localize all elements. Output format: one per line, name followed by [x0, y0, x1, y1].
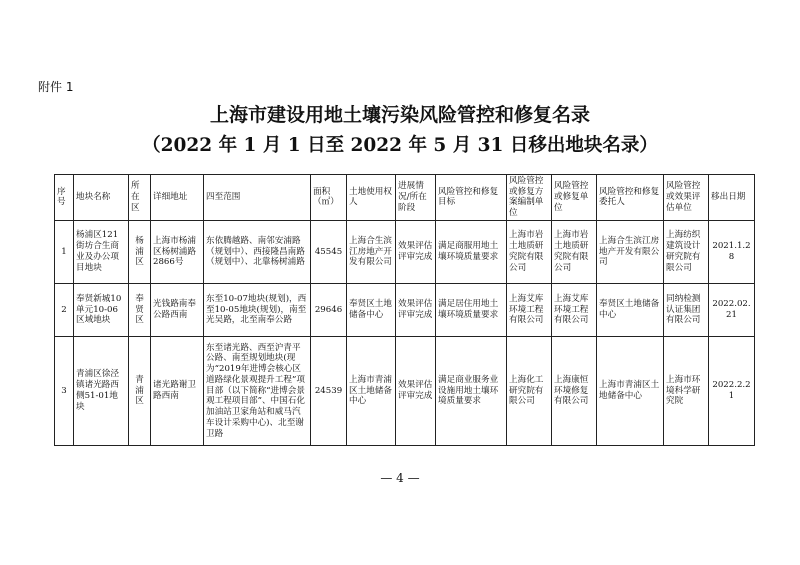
header-index: 序号 [55, 175, 74, 221]
cell-evaluation-unit: 上海纺织建筑设计研究院有限公司 [664, 220, 709, 283]
cell-plan-unit: 上海艾库环境工程有限公司 [507, 283, 552, 336]
header-address: 详细地址 [151, 175, 204, 221]
cell-target: 满足商服用地土壤环境质量要求 [436, 220, 507, 283]
cell-remediation-unit: 上海康恒环境修复有限公司 [552, 336, 597, 445]
cell-boundaries: 东至诸光路、西至沪青平公路、南至规划地块(现为“2019年进博会核心区道路绿化景观提升工程”项目部（以下简称“进博会景观工程项目部”、中国石化加油站卫家角站和威马汽车设计采购中心)、北至谢卫路 [204, 336, 311, 445]
cell-client: 奉贤区土地储备中心 [597, 283, 664, 336]
cell-boundaries: 东至10-07地块(规划)，西至10-05地块(规划)，南至光吴路，北至南奉公路 [204, 283, 311, 336]
cell-land-user: 上海合生滨江房地产开发有限公司 [347, 220, 396, 283]
table-header-row [55, 175, 755, 221]
cell-progress: 效果评估评审完成 [396, 336, 436, 445]
cell-district: 奉贤区 [129, 283, 151, 336]
header-target: 风险管控和修复目标 [436, 175, 507, 221]
cell-district: 青浦区 [129, 336, 151, 445]
cell-plan-unit: 上海市岩土地质研究院有限公司 [507, 220, 552, 283]
cell-plot-name: 奉贤新城10单元10-06区域地块 [74, 283, 129, 336]
cell-evaluation-unit: 上海市环境科学研究院 [664, 336, 709, 445]
header-progress: 进展情况/所在阶段 [396, 175, 436, 221]
cell-address: 光钱路南奉公路西南 [151, 283, 204, 336]
header-client: 风险管控和修复委托人 [597, 175, 664, 221]
cell-address: 上海市杨浦区杨树浦路2866号 [151, 220, 204, 283]
header-evaluation-unit: 风险管控或效果评估单位 [664, 175, 709, 221]
cell-area: 45545 [311, 220, 347, 283]
table-row [55, 336, 755, 445]
cell-progress: 效果评估评审完成 [396, 283, 436, 336]
cell-target: 满足商业服务业设施用地土壤环境质量要求 [436, 336, 507, 445]
cell-land-user: 上海市青浦区土地储备中心 [347, 336, 396, 445]
cell-boundaries: 东依腾越路、南邻安浦路（规划中）、西接隆昌南路（规划中）、北靠杨树浦路 [204, 220, 311, 283]
header-area: 面积（㎡） [311, 175, 347, 221]
cell-index: 3 [55, 336, 74, 445]
cell-target: 满足居住用地土壤环境质量要求 [436, 283, 507, 336]
cell-remediation-unit: 上海艾库环境工程有限公司 [552, 283, 597, 336]
cell-plot-name: 青浦区徐泾镇诸光路西侧51-01地块 [74, 336, 129, 445]
cell-plan-unit: 上海化工研究院有限公司 [507, 336, 552, 445]
attachment-label: 附件 1 [38, 80, 74, 94]
cell-removal-date: 2022.02.21 [709, 283, 755, 336]
cell-evaluation-unit: 同纳检测认证集团有限公司 [664, 283, 709, 336]
cell-area: 29646 [311, 283, 347, 336]
cell-land-user: 奉贤区土地储备中心 [347, 283, 396, 336]
header-district: 所在区 [129, 175, 151, 221]
cell-address: 诸光路谢卫路西南 [151, 336, 204, 445]
document-subtitle: （2022 年 1 月 1 日至 2022 年 5 月 31 日移出地块名录） [142, 135, 658, 156]
cell-removal-date: 2022.2.21 [709, 336, 755, 445]
header-boundaries: 四至范围 [204, 175, 311, 221]
cell-index: 1 [55, 220, 74, 283]
cell-plot-name: 杨浦区121街坊合生商业及办公项目地块 [74, 220, 129, 283]
header-removal-date: 移出日期 [709, 175, 755, 221]
header-plot-name: 地块名称 [74, 175, 129, 221]
document-title: 上海市建设用地土壤污染风险管控和修复名录 [209, 104, 590, 126]
cell-removal-date: 2021.1.28 [709, 220, 755, 283]
table-row [55, 283, 755, 336]
directory-table [54, 174, 755, 446]
cell-district: 杨浦区 [129, 220, 151, 283]
cell-remediation-unit: 上海市岩土地质研究院有限公司 [552, 220, 597, 283]
cell-progress: 效果评估评审完成 [396, 220, 436, 283]
header-plan-unit: 风险管控或修复方案编制单位 [507, 175, 552, 221]
cell-client: 上海合生滨江房地产开发有限公司 [597, 220, 664, 283]
header-remediation-unit: 风险管控或修复单位 [552, 175, 597, 221]
cell-client: 上海市青浦区土地储备中心 [597, 336, 664, 445]
cell-area: 24539 [311, 336, 347, 445]
header-land-user: 土地使用权人 [347, 175, 396, 221]
page-number: — 4 — [380, 471, 420, 485]
cell-index: 2 [55, 283, 74, 336]
table-row [55, 220, 755, 283]
